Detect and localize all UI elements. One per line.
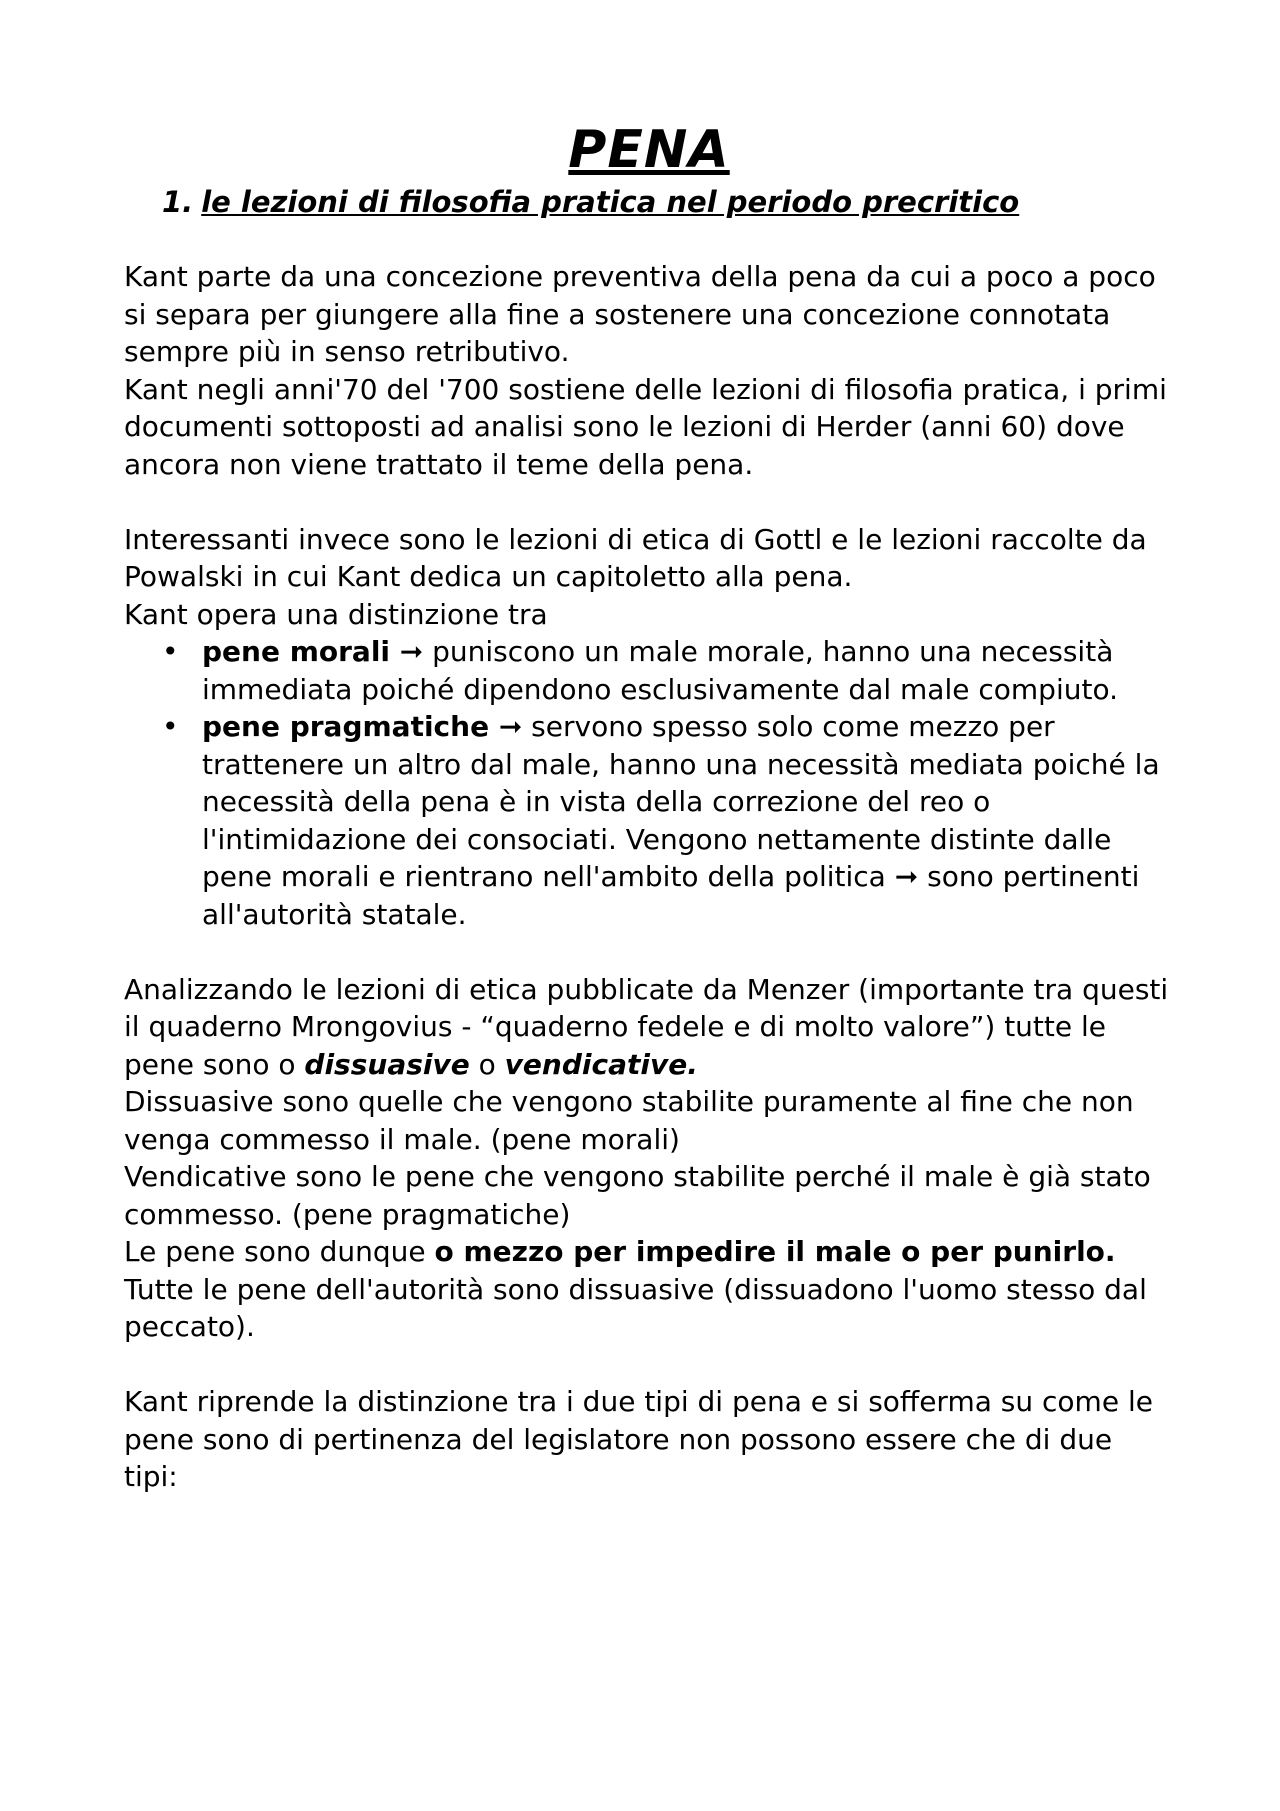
section-title: le lezioni di filosofia pratica nel periodo precritico bbox=[201, 185, 1020, 219]
paragraph-final: Kant riprende la distinzione tra i due tipi di pena e si sofferma su come le pene sono di pertinenza del legislatore non possono essere che di due tipi: bbox=[124, 1385, 1153, 1493]
term-vendicative: vendicative. bbox=[504, 1047, 698, 1081]
paragraph-spacer bbox=[124, 483, 1174, 521]
page-title: PENA bbox=[568, 120, 730, 180]
paragraph-intro: Kant parte da una concezione preventiva della pena da cui a poco a poco si separa per giungere alla fine a sostenere una concezione connotata sempre più in senso retributivo. bbox=[124, 260, 1156, 368]
paragraph-spacer bbox=[124, 933, 1174, 971]
list-item bbox=[124, 708, 1174, 933]
bullet-list bbox=[124, 633, 1174, 933]
dunque-bold: o mezzo per impedire il male o per punirlo. bbox=[434, 1235, 1116, 1268]
menzer-intro: Analizzando le lezioni di etica pubblicate da Menzer (importante tra questi il quaderno Mrongovius - “quaderno fedele e di molto valore”) tutte le pene sono o bbox=[124, 972, 1169, 1081]
bullet-marker: • bbox=[162, 635, 179, 668]
bullet-marker: • bbox=[162, 710, 179, 743]
dunque-lead: Le pene sono dunque bbox=[124, 1235, 435, 1268]
paragraph-distinction-intro: Kant opera una distinzione tra bbox=[124, 597, 548, 631]
bullet-term: pene pragmatiche ➞ bbox=[202, 710, 523, 743]
bullet-text: puniscono un male morale, hanno una necessità immediata poiché dipendono esclusivamente dal male compiuto. bbox=[202, 635, 1118, 706]
paragraph-gottl-powalski: Interessanti invece sono le lezioni di etica di Gottl e le lezioni raccolte da Powalski in cui Kant dedica un capitoletto alla pena. bbox=[124, 522, 1147, 593]
section-heading bbox=[124, 182, 1174, 222]
list-item bbox=[124, 633, 1174, 708]
bullet-text: servono spesso solo come mezzo per trattenere un altro dal male, hanno una necessità mediata poiché la necessità della pena è in vista della correzione del reo o l'intimidazione dei consociati. Vengono nettamente distinte dalle pene morali e rientrano nell'ambito della politica ➞ sono pertinenti all'autorità statale. bbox=[202, 710, 1160, 931]
paragraph-autorita: Tutte le pene dell'autorità sono dissuasive (dissuadono l'uomo stesso dal peccato). bbox=[124, 1272, 1147, 1343]
paragraph-vendicative: Vendicative sono le pene che vengono stabilite perché il male è già stato commesso. (pene pragmatiche) bbox=[124, 1160, 1151, 1231]
term-dissuasive: dissuasive bbox=[304, 1047, 470, 1081]
paragraph-dissuasive: Dissuasive sono quelle che vengono stabilite puramente al fine che non venga commesso il male. (pene morali) bbox=[124, 1085, 1134, 1156]
menzer-connector: o bbox=[469, 1047, 505, 1081]
bullet-term: pene morali ➞ bbox=[202, 635, 424, 668]
document-page bbox=[124, 118, 1174, 1496]
paragraph-dunque bbox=[124, 1233, 1174, 1271]
paragraph-lectures: Kant negli anni'70 del '700 sostiene delle lezioni di filosofia pratica, i primi documenti sottoposti ad analisi sono le lezioni di Herder (anni 60) dove ancora non viene trattato il teme della pena. bbox=[124, 372, 1167, 481]
paragraph-menzer bbox=[124, 971, 1174, 1084]
section-number: 1. bbox=[162, 185, 194, 219]
paragraph-spacer bbox=[124, 1346, 1174, 1384]
